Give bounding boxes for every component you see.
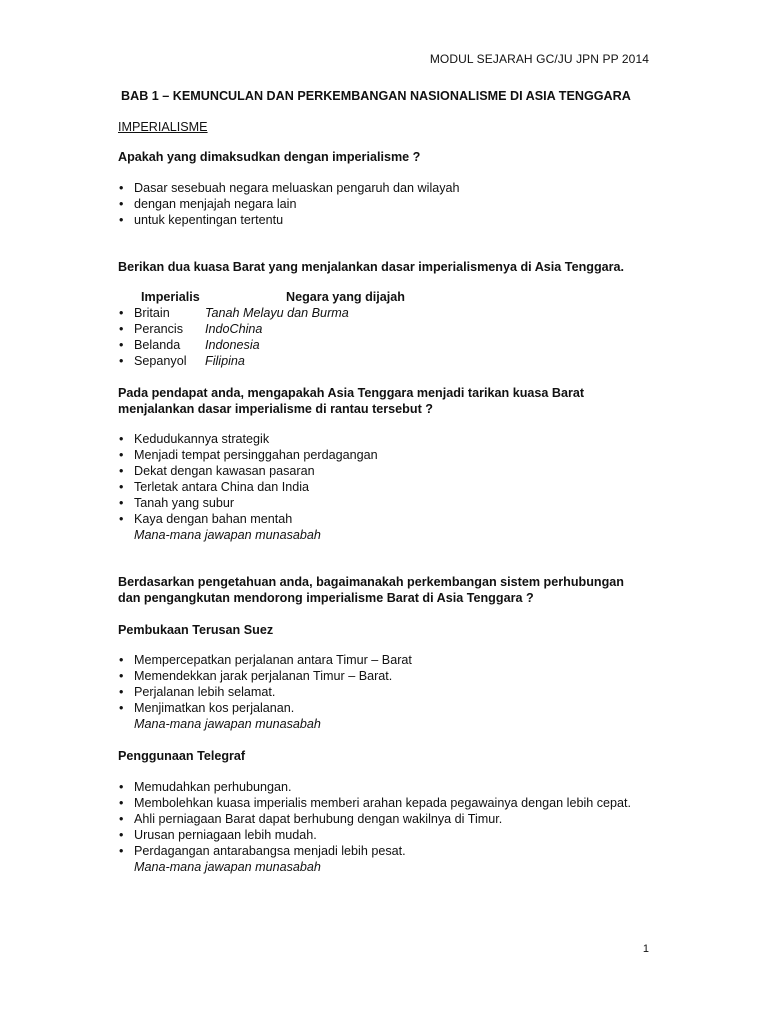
bullet: • xyxy=(119,322,124,336)
question-3-line-1: Pada pendapat anda, mengapakah Asia Tenggara menjadi tarikan kuasa Barat xyxy=(118,386,585,400)
list-item-text: Dasar sesebuah negara meluaskan pengaruh dan wilayah xyxy=(134,181,460,195)
list-item-text: Memendekkan jarak perjalanan Timur – Barat. xyxy=(134,669,393,683)
col-header-negara: Negara yang dijajah xyxy=(286,290,405,304)
table-row xyxy=(118,353,245,369)
list-item-text: untuk kepentingan tertentu xyxy=(134,213,284,227)
question-3 xyxy=(118,385,584,417)
colony-name: Filipina xyxy=(205,354,245,368)
bullet: • xyxy=(119,844,124,858)
list-item xyxy=(118,827,631,843)
colony-name: Indonesia xyxy=(205,338,260,352)
subheading-telegraf: Penggunaan Telegraf xyxy=(118,749,246,763)
bullet: • xyxy=(119,338,124,352)
list-item-text: Urusan perniagaan lebih mudah. xyxy=(134,828,317,842)
imperialist-list xyxy=(118,305,349,369)
table-row xyxy=(118,337,260,353)
imperialist-name: Britain xyxy=(134,306,170,320)
list-item xyxy=(118,511,378,527)
list-item xyxy=(118,212,460,228)
list-item xyxy=(118,196,460,212)
list-item-text: Membolehkan kuasa imperialis memberi arahan kepada pegawainya dengan lebih cepat. xyxy=(134,796,632,810)
question-4-line-2: dan pengangkutan mendorong imperialisme Barat di Asia Tenggara ? xyxy=(118,591,534,605)
table-row xyxy=(118,305,349,321)
bullet: • xyxy=(119,653,124,667)
list-item xyxy=(118,684,412,700)
list-item xyxy=(118,180,460,196)
list-item xyxy=(118,700,412,716)
bullet: • xyxy=(119,480,124,494)
imperialist-name: Sepanyol xyxy=(134,354,187,368)
list-item-text: Dekat dengan kawasan pasaran xyxy=(134,464,315,478)
colony-name: IndoChina xyxy=(205,322,263,336)
section-heading: IMPERIALISME xyxy=(118,120,208,134)
imperialist-name: Perancis xyxy=(134,322,183,336)
bullet: • xyxy=(119,181,124,195)
list-item xyxy=(118,479,378,495)
list-item-text: Menjadi tempat persinggahan perdagangan xyxy=(134,448,378,462)
answer-note: Mana-mana jawapan munasabah xyxy=(134,717,321,731)
list-item-text: Mempercepatkan perjalanan antara Timur – Barat xyxy=(134,653,412,667)
list-item-text: Terletak antara China dan India xyxy=(134,480,310,494)
colony-name: Tanah Melayu dan Burma xyxy=(205,306,349,320)
list-item xyxy=(118,463,378,479)
imperialist-name: Belanda xyxy=(134,338,181,352)
bullet: • xyxy=(119,213,124,227)
table-header xyxy=(141,289,441,305)
subheading-suez: Pembukaan Terusan Suez xyxy=(118,623,274,637)
list-item xyxy=(118,843,631,859)
bullet: • xyxy=(119,828,124,842)
list-item xyxy=(118,447,378,463)
bullet: • xyxy=(119,512,124,526)
bullet: • xyxy=(119,796,124,810)
list-item-text: Ahli perniagaan Barat dapat berhubung dengan wakilnya di Timur. xyxy=(134,812,503,826)
list-item xyxy=(118,652,412,668)
list-item xyxy=(118,668,412,684)
question-4 xyxy=(118,574,624,606)
bullet: • xyxy=(119,669,124,683)
bullet: • xyxy=(119,448,124,462)
running-header: MODUL SEJARAH GC/JU JPN PP 2014 xyxy=(429,52,649,66)
answer-list-3 xyxy=(118,431,378,527)
col-header-imperialis: Imperialis xyxy=(141,290,200,304)
list-item xyxy=(118,431,378,447)
table-row xyxy=(118,321,263,337)
list-item-text: dengan menjajah negara lain xyxy=(134,197,297,211)
list-item xyxy=(118,795,631,811)
question-2: Berikan dua kuasa Barat yang menjalankan dasar imperialismenya di Asia Tenggara. xyxy=(118,260,625,274)
question-1: Apakah yang dimaksudkan dengan imperialisme ? xyxy=(118,150,421,164)
bullet: • xyxy=(119,685,124,699)
bullet: • xyxy=(119,496,124,510)
answer-list-telegraf xyxy=(118,779,631,859)
bullet: • xyxy=(119,432,124,446)
list-item-text: Perjalanan lebih selamat. xyxy=(134,685,276,699)
question-3-line-2: menjalankan dasar imperialisme di rantau tersebut ? xyxy=(118,402,433,416)
list-item-text: Kaya dengan bahan mentah xyxy=(134,512,293,526)
page-number: 1 xyxy=(642,943,649,955)
answer-list-1 xyxy=(118,180,460,228)
list-item xyxy=(118,495,378,511)
bullet: • xyxy=(119,812,124,826)
answer-list-suez xyxy=(118,652,412,716)
question-4-line-1: Berdasarkan pengetahuan anda, bagaimanakah perkembangan sistem perhubungan xyxy=(118,575,624,589)
list-item-text: Memudahkan perhubungan. xyxy=(134,780,292,794)
list-item-text: Tanah yang subur xyxy=(134,496,235,510)
list-item xyxy=(118,811,631,827)
list-item-text: Menjimatkan kos perjalanan. xyxy=(134,701,295,715)
list-item xyxy=(118,779,631,795)
bullet: • xyxy=(119,701,124,715)
chapter-title: BAB 1 – KEMUNCULAN DAN PERKEMBANGAN NASIONALISME DI ASIA TENGGARA xyxy=(121,89,631,103)
answer-note: Mana-mana jawapan munasabah xyxy=(134,528,321,542)
bullet: • xyxy=(119,354,124,368)
list-item-text: Perdagangan antarabangsa menjadi lebih pesat. xyxy=(134,844,406,858)
bullet: • xyxy=(119,306,124,320)
answer-note: Mana-mana jawapan munasabah xyxy=(134,860,321,874)
bullet: • xyxy=(119,464,124,478)
bullet: • xyxy=(119,780,124,794)
list-item-text: Kedudukannya strategik xyxy=(134,432,270,446)
bullet: • xyxy=(119,197,124,211)
